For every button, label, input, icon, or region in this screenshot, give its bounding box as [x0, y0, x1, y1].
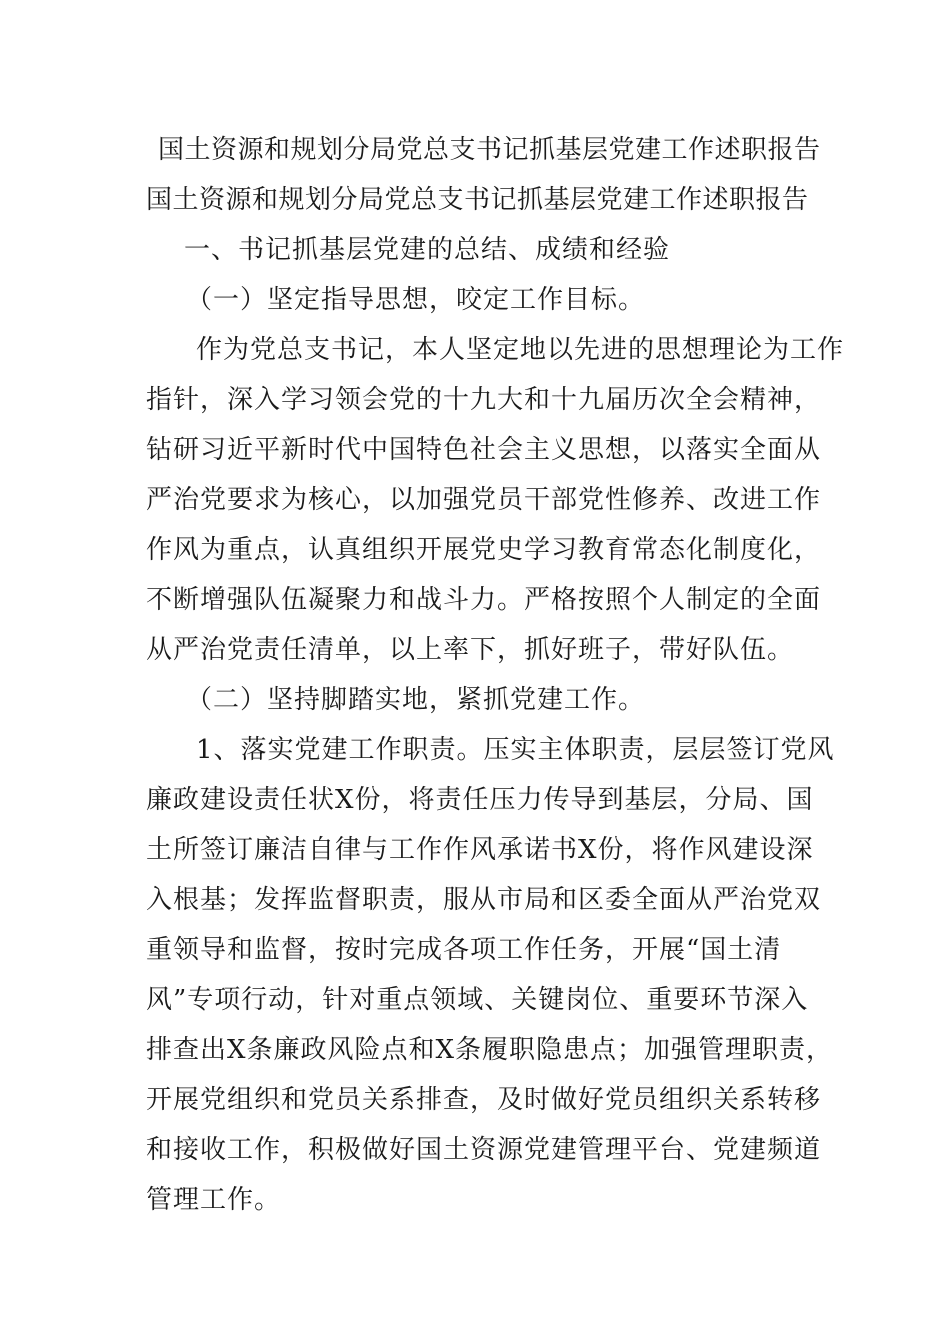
document-title-line-2: 国土资源和规划分局党总支书记抓基层党建工作述职报告: [146, 185, 809, 215]
paragraph-1-line: 作为党总支书记，本人坚定地以先进的思想理论为工作: [196, 335, 845, 365]
paragraph-2-line: 入根基；发挥监督职责，服从市局和区委全面从严治党双: [146, 885, 822, 915]
paragraph-2-line: 1、落实党建工作职责。压实主体职责，层层签订党风: [196, 735, 835, 765]
section-1-heading: 一、书记抓基层党建的总结、成绩和经验: [184, 235, 671, 265]
paragraph-1-line: 不断增强队伍凝聚力和战斗力。严格按照个人制定的全面: [146, 585, 822, 615]
paragraph-2-line: 风”专项行动，针对重点领域、关键岗位、重要环节深入: [146, 985, 809, 1015]
paragraph-1-line: 严治党要求为核心，以加强党员干部党性修养、改进工作: [146, 485, 822, 515]
subsection-1-heading: （一）坚定指导思想，咬定工作目标。: [186, 285, 646, 315]
subsection-2-heading: （二）坚持脚踏实地，紧抓党建工作。: [186, 685, 646, 715]
paragraph-2-line: 土所签订廉洁自律与工作作风承诺书X份，将作风建设深: [146, 835, 814, 865]
paragraph-2-line: 管理工作。: [146, 1185, 282, 1215]
paragraph-1-line: 指针，深入学习领会党的十九大和十九届历次全会精神，: [146, 385, 822, 415]
paragraph-1-line: 钻研习近平新时代中国特色社会主义思想，以落实全面从: [146, 435, 822, 465]
paragraph-2-line: 廉政建设责任状X份，将责任压力传导到基层，分局、国: [146, 785, 814, 815]
paragraph-2-line: 和接收工作，积极做好国土资源党建管理平台、党建频道: [146, 1135, 822, 1165]
document-title-line-1: 国土资源和规划分局党总支书记抓基层党建工作述职报告: [158, 135, 821, 165]
paragraph-2-line: 排查出X条廉政风险点和X条履职隐患点；加强管理职责，: [146, 1035, 834, 1065]
paragraph-2-line: 重领导和监督，按时完成各项工作任务，开展“国土清: [146, 935, 782, 965]
paragraph-1-line: 从严治党责任清单，以上率下，抓好班子，带好队伍。: [146, 635, 795, 665]
paragraph-2-line: 开展党组织和党员关系排查，及时做好党员组织关系转移: [146, 1085, 822, 1115]
paragraph-1-line: 作风为重点，认真组织开展党史学习教育常态化制度化，: [146, 535, 822, 565]
